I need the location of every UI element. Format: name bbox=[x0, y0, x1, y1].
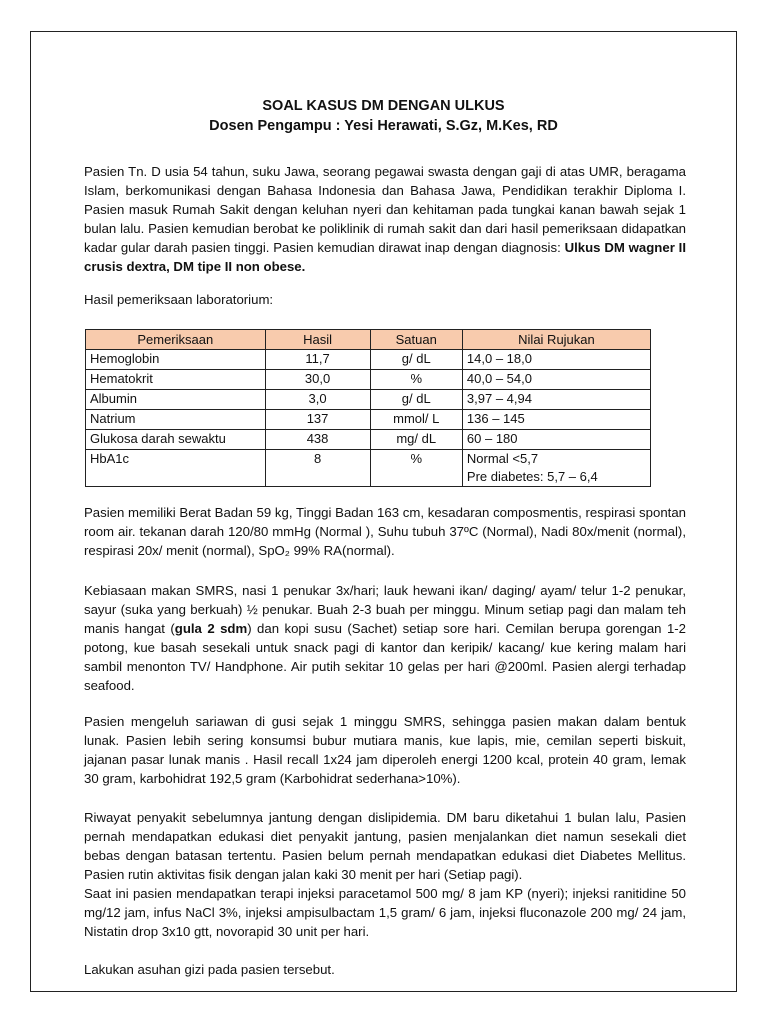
cell-unit: mmol/ L bbox=[370, 410, 462, 430]
table-row bbox=[86, 430, 651, 450]
table-row bbox=[86, 450, 651, 487]
cell-result: 3,0 bbox=[265, 390, 370, 410]
table-row bbox=[86, 410, 651, 430]
cell-reference: 14,0 – 18,0 bbox=[462, 350, 650, 370]
vitals-paragraph: Pasien memiliki Berat Badan 59 kg, Tinggi Badan 163 cm, kesadaran composmentis, respirasi spontan room air. tekanan darah 120/80 mmHg (Normal ), Suhu tubuh 37ºC (Normal), Nadi 80x/menit (normal), respirasi 20x/ menit (normal), SpO₂ 99% RA(normal). bbox=[84, 505, 686, 558]
eating-habits-paragraph bbox=[84, 581, 686, 695]
cell-reference bbox=[462, 450, 650, 487]
therapy-paragraph: Saat ini pasien mendapatkan terapi injeksi paracetamol 500 mg/ 8 jam KP (nyeri); injeksi ranitidine 50 mg/12 jam, infus NaCl 3%, injeksi ampisulbactam 1,5 gram/ 6 jam, injeksi fluconazole 200 mg/ 24 jam, Nistatin drop 3x10 gtt, novorapid 30 unit per hari. bbox=[84, 886, 686, 939]
diagnosis-text: Ulkus DM wagner II crusis dextra, DM tipe II non obese. bbox=[84, 240, 686, 274]
document-page bbox=[30, 31, 737, 992]
cell-test: Hemoglobin bbox=[86, 350, 266, 370]
table-row bbox=[86, 390, 651, 410]
cell-unit: g/ dL bbox=[370, 390, 462, 410]
intro-paragraph bbox=[84, 162, 686, 276]
cell-unit: % bbox=[370, 450, 462, 487]
complaint-paragraph: Pasien mengeluh sariawan di gusi sejak 1 minggu SMRS, sehingga pasien makan dalam bentuk lunak. Pasien lebih sering konsumsi bubur mutiara manis, kue lapis, mie, cemilan seperti biskuit, jajanan pasar lunak manis . Hasil recall 1x24 jam diperoleh energi 1200 kcal, protein 40 gram, lemak 30 gram, karbohidrat 192,5 gram (Karbohidrat sederhana>10%). bbox=[84, 714, 686, 786]
cell-reference: 40,0 – 54,0 bbox=[462, 370, 650, 390]
cell-result: 438 bbox=[265, 430, 370, 450]
reference-prediabetes: Pre diabetes: 5,7 – 6,4 bbox=[466, 469, 598, 484]
cell-test: Hematokrit bbox=[86, 370, 266, 390]
habits-text-1: Kebiasaan makan SMRS, nasi 1 penukar 3x/hari; lauk hewani ikan/ daging/ ayam/ telur 1-2 penukar, sayur (suka yang berkuah) ½ penukar. Buah 2-3 buah per minggu. Minum setiap pagi dan malam teh manis hangat ( bbox=[84, 583, 686, 636]
header-nilai-rujukan: Nilai Rujukan bbox=[462, 330, 650, 350]
table-row bbox=[86, 350, 651, 370]
cell-result: 137 bbox=[265, 410, 370, 430]
lab-results-table bbox=[85, 329, 651, 487]
habits-sugar: gula 2 sdm bbox=[174, 621, 248, 636]
table-header-row bbox=[86, 330, 651, 350]
cell-reference: 60 – 180 bbox=[462, 430, 650, 450]
title-block bbox=[31, 96, 736, 136]
cell-test: Natrium bbox=[86, 410, 266, 430]
cell-test: Glukosa darah sewaktu bbox=[86, 430, 266, 450]
history-paragraph: Riwayat penyakit sebelumnya jantung dengan dislipidemia. DM baru diketahui 1 bulan lalu, Pasien pernah mendapatkan edukasi diet penyakit jantung, pasien menjalankan diet namun sesekali diet bebas dengan batasan tertentu. Pasien belum pernah mendapatkan edukasi diet Diabetes Mellitus. Pasien rutin aktivitas fisik dengan jalan kaki 30 menit per hari (Setiap pagi). bbox=[84, 810, 686, 882]
habits-text-2: ) dan kopi susu (Sachet) setiap sore hari. Cemilan berupa gorengan 1-2 potong, kue basah sesekali untuk snack pagi di kantor dan keripik/ kacang/ kue kering malam hari sambil menonton TV/ Handphone. Air putih sekitar 10 gelas per hari @200ml. Pasien alergi terhadap seafood. bbox=[84, 621, 687, 693]
lab-heading: Hasil pemeriksaan laboratorium: bbox=[84, 292, 274, 307]
cell-reference: 136 – 145 bbox=[462, 410, 650, 430]
reference-normal: Normal <5,7 bbox=[466, 451, 539, 466]
table-row bbox=[86, 370, 651, 390]
cell-result: 11,7 bbox=[265, 350, 370, 370]
document-title: SOAL KASUS DM DENGAN ULKUS bbox=[262, 98, 505, 114]
closing-paragraph: Lakukan asuhan gizi pada pasien tersebut. bbox=[84, 962, 335, 977]
cell-result: 8 bbox=[265, 450, 370, 487]
header-satuan: Satuan bbox=[370, 330, 462, 350]
cell-unit: g/ dL bbox=[370, 350, 462, 370]
cell-test: HbA1c bbox=[86, 450, 266, 487]
header-hasil: Hasil bbox=[265, 330, 370, 350]
intro-text: Pasien Tn. D usia 54 tahun, suku Jawa, seorang pegawai swasta dengan gaji di atas UMR, beragama Islam, berkomunikasi dengan Bahasa Indonesia dan Bahasa Jawa, Pendidikan terakhir Diploma I. Pasien masuk Rumah Sakit dengan keluhan nyeri dan kehitaman pada tungkai kanan bawah sejak 1 bulan lalu. Pasien kemudian berobat ke poliklinik di rumah sakit dan dari hasil pemeriksaan didapatkan kadar gular darah pasien tinggi. Pasien kemudian dirawat inap dengan diagnosis: bbox=[84, 164, 686, 255]
cell-unit: % bbox=[370, 370, 462, 390]
cell-test: Albumin bbox=[86, 390, 266, 410]
cell-result: 30,0 bbox=[265, 370, 370, 390]
document-subtitle: Dosen Pengampu : Yesi Herawati, S.Gz, M.Kes, RD bbox=[209, 118, 558, 134]
cell-reference: 3,97 – 4,94 bbox=[462, 390, 650, 410]
cell-unit: mg/ dL bbox=[370, 430, 462, 450]
header-pemeriksaan: Pemeriksaan bbox=[86, 330, 266, 350]
